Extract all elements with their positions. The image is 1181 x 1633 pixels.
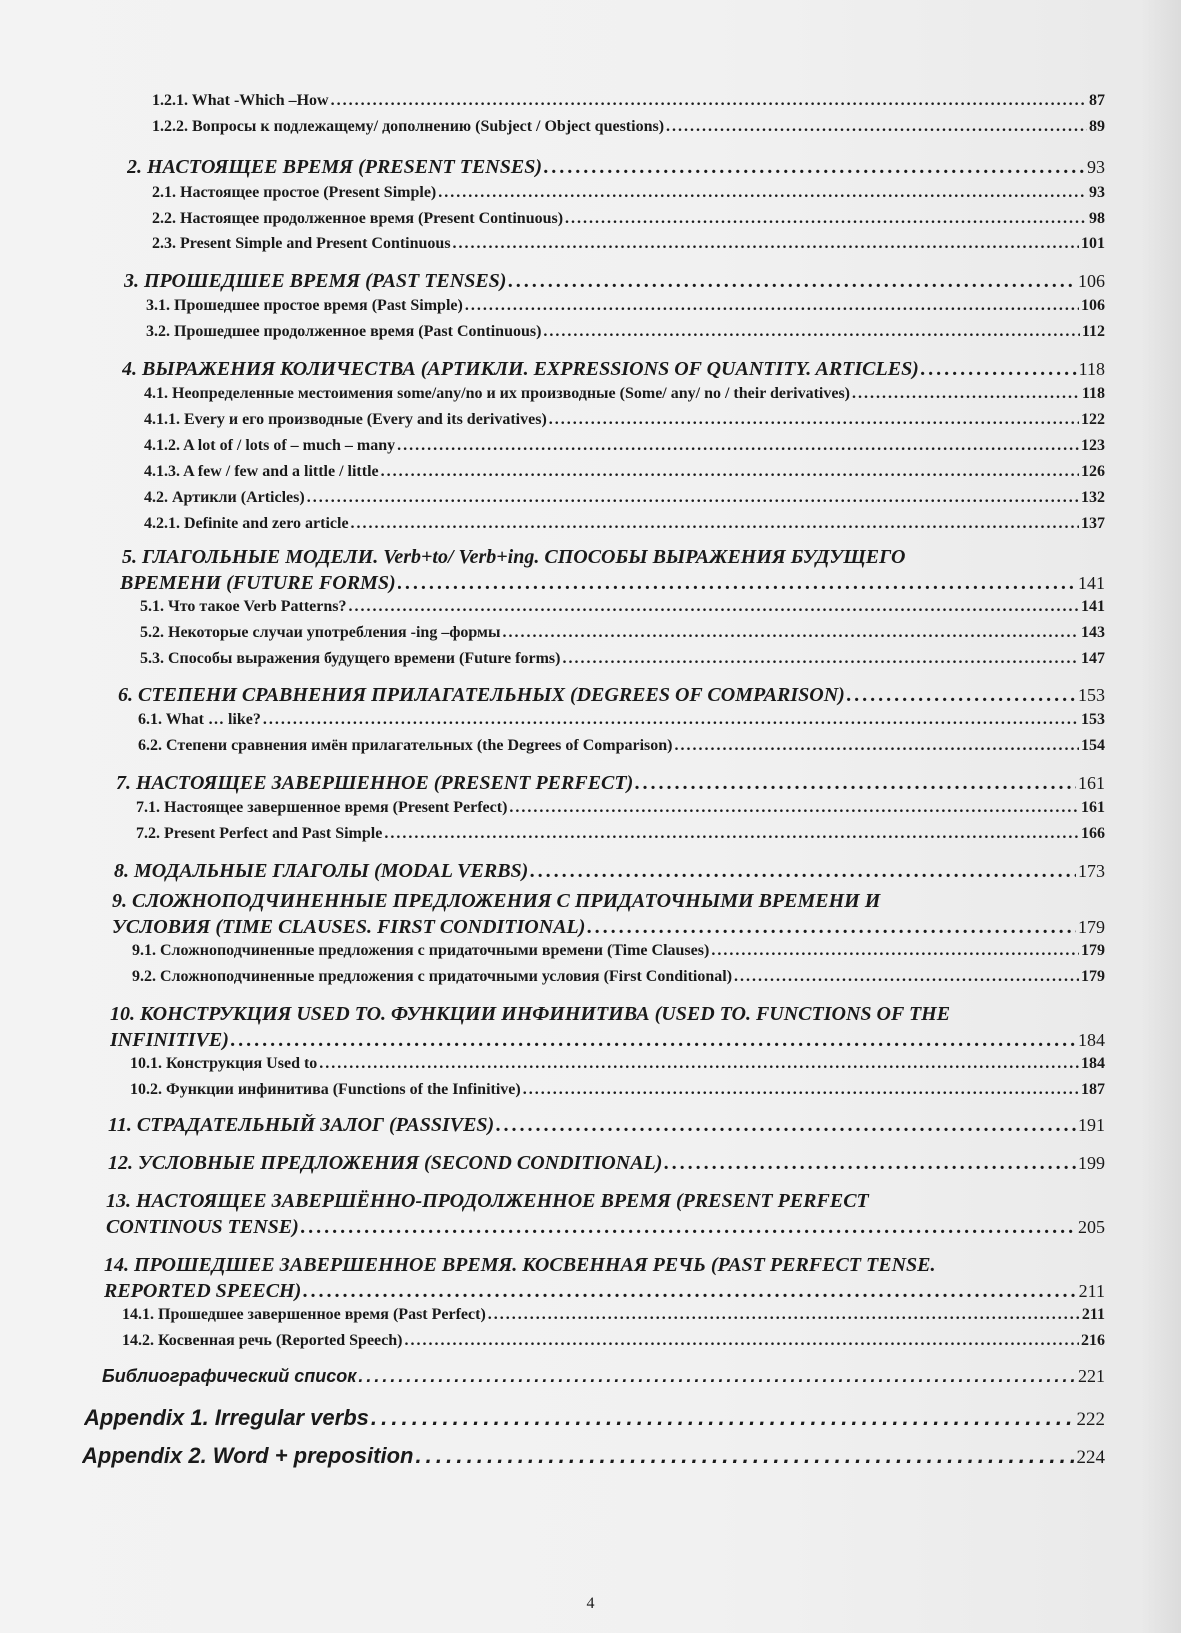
toc-entry-title: 3.2. Прошедшее продолженное время (Past Continuous): [146, 323, 542, 340]
toc-section[interactable]: [106, 1216, 1105, 1239]
toc-entry-page: 98: [1089, 210, 1105, 227]
toc-section-page: 118: [1078, 359, 1105, 379]
toc-entry[interactable]: [152, 184, 1105, 202]
toc-section-page: 211: [1078, 1281, 1105, 1301]
toc-section[interactable]: [127, 156, 1105, 179]
toc-bibliography-title: Библиографический список: [102, 1366, 357, 1386]
toc-entry-page: 153: [1081, 711, 1105, 728]
page-number: 4: [586, 1595, 595, 1612]
toc-entry-title: 10.2. Функции инфинитива (Functions of the Infinitive): [130, 1081, 521, 1098]
toc-entry-page: 137: [1081, 515, 1105, 532]
toc-appendix-title: Appendix 1. Irregular verbs: [84, 1405, 369, 1430]
toc-bibliography-page: 221: [1078, 1366, 1105, 1386]
toc-entry-page: 141: [1081, 598, 1105, 615]
toc-section-page: 179: [1078, 917, 1105, 937]
page-edge-shadow: [1141, 0, 1181, 1633]
toc-entry[interactable]: [130, 1081, 1105, 1099]
toc-section-title: 8. МОДАЛЬНЫЕ ГЛАГОЛЫ (MODAL VERBS): [114, 860, 529, 882]
toc-section[interactable]: [116, 772, 1105, 795]
toc-section-title: 2. НАСТОЯЩЕЕ ВРЕМЯ (PRESENT TENSES): [127, 156, 542, 178]
toc-entry-title: 2.2. Настоящее продолженное время (Present Continuous): [152, 210, 564, 227]
toc-section-title-line1: 9. СЛОЖНОПОДЧИНЕННЫЕ ПРЕДЛОЖЕНИЯ С ПРИДАТОЧНЫМИ ВРЕМЕНИ И: [112, 890, 881, 912]
toc-section[interactable]: [108, 1114, 1105, 1137]
toc-entry-page: 187: [1081, 1081, 1105, 1098]
toc-entry-title: 14.2. Косвенная речь (Reported Speech): [122, 1332, 403, 1349]
toc-entry-title: 10.1. Конструкция Used to: [130, 1055, 318, 1072]
toc-entry-title: 9.2. Сложноподчиненные предложения с придаточными условия (First Conditional): [132, 968, 733, 985]
toc-section-title-line1: 14. ПРОШЕДШЕЕ ЗАВЕРШЕННОЕ ВРЕМЯ. КОСВЕННАЯ РЕЧЬ (PAST PERFECT TENSE.: [104, 1254, 936, 1276]
toc-entry-page: 166: [1081, 825, 1105, 842]
toc-section[interactable]: [108, 1152, 1105, 1175]
toc-entry[interactable]: [130, 1055, 1105, 1073]
toc-entry-page: 123: [1081, 437, 1105, 454]
toc-entry-page: 147: [1081, 650, 1105, 667]
toc-entry-title: 5.2. Некоторые случаи употребления -ing –формы: [140, 624, 501, 641]
toc-entry[interactable]: [140, 598, 1105, 616]
toc-section-title: INFINITIVE): [110, 1029, 229, 1051]
toc-section-title-line1: 5. ГЛАГОЛЬНЫЕ МОДЕЛИ. Verb+to/ Verb+ing. СПОСОБЫ ВЫРАЖЕНИЯ БУДУЩЕГО: [122, 546, 906, 568]
toc-entry-title: 1.2.1. What -Which –How: [152, 92, 329, 109]
toc-entry-page: 143: [1081, 624, 1105, 641]
toc-section-page: 199: [1078, 1153, 1105, 1173]
toc-section-page: 173: [1078, 861, 1105, 881]
toc-entry[interactable]: [152, 118, 1105, 136]
toc-section[interactable]: [120, 572, 1105, 595]
toc-section-page: 161: [1078, 773, 1105, 793]
toc-entry-title: 14.1. Прошедшее завершенное время (Past Perfect): [122, 1306, 486, 1323]
toc-section-title: УСЛОВИЯ (TIME CLAUSES. FIRST CONDITIONAL): [112, 916, 586, 938]
toc-entry[interactable]: [122, 1332, 1105, 1350]
toc-entry-title: 5.3. Способы выражения будущего времени (Future forms): [140, 650, 561, 667]
toc-section[interactable]: [114, 860, 1105, 883]
toc-entry-page: 101: [1081, 235, 1105, 252]
toc-entry-title: 4.2. Артикли (Articles): [144, 489, 305, 506]
toc-section-title: 3. ПРОШЕДШЕЕ ВРЕМЯ (PAST TENSES): [124, 270, 507, 292]
toc-entry-page: 132: [1081, 489, 1105, 506]
toc-section-title: 7. НАСТОЯЩЕЕ ЗАВЕРШЕННОЕ (PRESENT PERFECT): [116, 772, 634, 794]
toc-entry-page: 161: [1081, 799, 1105, 816]
toc-entry-title: 9.1. Сложноподчиненные предложения с придаточными времени (Time Clauses): [132, 942, 710, 959]
toc-entry-title: 2.1. Настоящее простое (Present Simple): [152, 184, 437, 201]
toc-section[interactable]: [112, 916, 1105, 939]
toc-section-title: 4. ВЫРАЖЕНИЯ КОЛИЧЕСТВА (АРТИКЛИ. EXPRESSIONS OF QUANTITY. ARTICLES): [122, 358, 919, 380]
toc-entry-title: 4.1.1. Every и его производные (Every and its derivatives): [144, 411, 547, 428]
toc-section-page: 93: [1087, 157, 1105, 177]
toc-entry-page: 106: [1081, 297, 1105, 314]
toc-entry[interactable]: [136, 825, 1105, 843]
toc-appendix[interactable]: [82, 1443, 1105, 1469]
toc-entry-page: 154: [1081, 737, 1105, 754]
toc-entry-page: 112: [1081, 323, 1105, 340]
toc-entry-title: 6.1. What … like?: [138, 711, 261, 728]
toc-section-title: 6. СТЕПЕНИ СРАВНЕНИЯ ПРИЛАГАТЕЛЬНЫХ (DEGREES OF COMPARISON): [118, 684, 845, 706]
toc-section[interactable]: [118, 684, 1105, 707]
toc-appendix-page: 224: [1076, 1447, 1105, 1468]
toc-entry-page: 89: [1089, 118, 1105, 135]
toc-appendix-page: 222: [1076, 1409, 1105, 1430]
toc-entry[interactable]: [144, 385, 1105, 403]
toc-entry-page: 216: [1081, 1332, 1105, 1349]
toc-entry[interactable]: [144, 463, 1105, 481]
toc-entry[interactable]: [146, 297, 1105, 315]
toc-section-page: 106: [1078, 271, 1105, 291]
toc-section[interactable]: [122, 358, 1105, 381]
toc-entry[interactable]: [152, 210, 1105, 228]
toc-section-page: 184: [1078, 1030, 1105, 1050]
toc-entry[interactable]: [140, 650, 1105, 668]
toc-section[interactable]: [124, 270, 1105, 293]
toc-entry[interactable]: [132, 968, 1105, 986]
toc-section-title: REPORTED SPEECH): [104, 1280, 302, 1302]
toc-entry-title: 6.2. Степени сравнения имён прилагательных (the Degrees of Comparison): [138, 737, 673, 754]
toc-entry[interactable]: [122, 1306, 1105, 1324]
toc-entry-page: 122: [1081, 411, 1105, 428]
toc-entry[interactable]: [144, 515, 1105, 533]
toc-entry[interactable]: [144, 437, 1105, 455]
toc-entry[interactable]: [140, 624, 1105, 642]
toc-entry[interactable]: [138, 711, 1105, 729]
toc-entry-title: 7.1. Настоящее завершенное время (Present Perfect): [136, 799, 508, 816]
toc-entry[interactable]: [144, 489, 1105, 507]
toc-entry-title: 4.2.1. Definite and zero article: [144, 515, 349, 532]
toc-entry[interactable]: [144, 411, 1105, 429]
toc-section-title: 11. СТРАДАТЕЛЬНЫЙ ЗАЛОГ (PASSIVES): [108, 1114, 495, 1136]
toc-entry-title: 5.1. Что такое Verb Patterns?: [140, 598, 347, 615]
toc-appendix-title: Appendix 2. Word + preposition: [82, 1443, 414, 1468]
toc-entry-title: 4.1. Неопределенные местоимения some/any/no и их производные (Some/ any/ no / their derivatives): [144, 385, 850, 402]
toc-entry-page: 179: [1081, 942, 1105, 959]
toc-section-page: 141: [1078, 573, 1105, 593]
toc-entry[interactable]: [146, 323, 1105, 341]
toc-section-title-line1: 13. НАСТОЯЩЕЕ ЗАВЕРШЁННО-ПРОДОЛЖЕННОЕ ВРЕМЯ (PRESENT PERFECT: [106, 1190, 869, 1212]
toc-entry-page: 184: [1081, 1055, 1105, 1072]
toc-section[interactable]: [104, 1280, 1105, 1303]
toc-entry-title: 3.1. Прошедшее простое время (Past Simple): [146, 297, 463, 314]
toc-bibliography[interactable]: [102, 1366, 1105, 1387]
toc-entry-page: 118: [1081, 385, 1105, 402]
toc-section-page: 191: [1078, 1115, 1105, 1135]
toc-section-title: 12. УСЛОВНЫЕ ПРЕДЛОЖЕНИЯ (SECOND CONDITIONAL): [108, 1152, 663, 1174]
toc-section[interactable]: [110, 1029, 1105, 1052]
toc-entry[interactable]: [136, 799, 1105, 817]
toc-section-title-line1: 10. КОНСТРУКЦИЯ USED TO. ФУНКЦИИ ИНФИНИТИВА (USED TO. FUNCTIONS OF THE: [110, 1003, 951, 1025]
toc-entry[interactable]: [138, 737, 1105, 755]
toc-section-page: 153: [1078, 685, 1105, 705]
toc-entry[interactable]: [132, 942, 1105, 960]
toc-section-page: 205: [1078, 1217, 1105, 1237]
toc-entry[interactable]: [152, 92, 1105, 110]
toc-entry[interactable]: [152, 235, 1105, 253]
toc-entry-title: 1.2.2. Вопросы к подлежащему/ дополнению (Subject / Object questions): [152, 118, 665, 135]
toc-entry-title: 7.2. Present Perfect and Past Simple: [136, 825, 383, 842]
toc-entry-page: 87: [1089, 92, 1105, 109]
toc-appendix[interactable]: [84, 1405, 1105, 1431]
toc-entry-page: 179: [1081, 968, 1105, 985]
toc-section-title: CONTINOUS TENSE): [106, 1216, 299, 1238]
toc-entry-title: 4.1.3. A few / few and a little / little: [144, 463, 379, 480]
toc-entry-page: 126: [1081, 463, 1105, 480]
toc-entry-page: 93: [1089, 184, 1105, 201]
toc-section-title: ВРЕМЕНИ (FUTURE FORMS): [120, 572, 396, 594]
toc-entry-title: 4.1.2. A lot of / lots of – much – many: [144, 437, 396, 454]
toc-entry-title: 2.3. Present Simple and Present Continuous: [152, 235, 451, 252]
toc-entry-page: 211: [1081, 1306, 1105, 1323]
